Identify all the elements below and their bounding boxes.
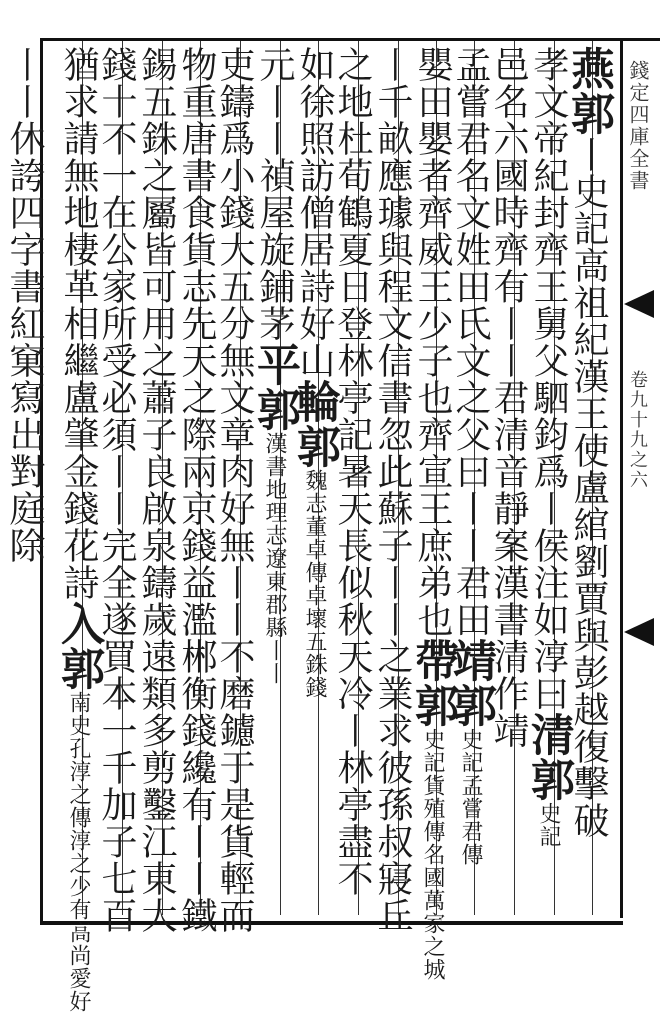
entry-note: 漢書地理志遼東郡縣丨丨 xyxy=(262,432,287,685)
entry-text: 邑名六國時齊有丨丨君清音靜案漢書清作靖 xyxy=(488,46,529,749)
entry-head: 靖郭 xyxy=(445,638,496,728)
entry-note: 魏志董卓傳卓壞五銖錢 xyxy=(302,469,327,699)
entry-text: 孟嘗君名文姓田氏文之父曰丨丨君田 xyxy=(450,46,491,638)
text-column-14 xyxy=(46,46,104,1013)
entry-text: 錫五銖之屬皆可用之蕭子良啟泉鑄歲遠類多剪鑿江東大 xyxy=(136,46,177,934)
entry-text: 嬰田嬰者齊威王少子也齊宣王庶弟也 xyxy=(412,46,453,638)
entry-head: 帶郭 xyxy=(407,638,458,728)
margin-chapter: 卷九十九之六 xyxy=(627,370,648,490)
entry-text: 猶求請無地棲革相繼盧肇金錢花詩 xyxy=(58,46,99,601)
entry-head: 清郭 xyxy=(523,712,574,802)
entry-note: 史記 xyxy=(536,802,561,848)
entry-text: 錢十不一在公家所受必須丨丨完全遂買本一千加子七百 xyxy=(96,46,137,934)
entry-text: 物重唐書食貨志先天之際兩京錢益濫郴衡錢纔有丨丨鐵 xyxy=(176,46,217,934)
fishtail-mark-upper xyxy=(624,290,654,318)
entry-head: 燕郭 xyxy=(563,46,614,136)
entry-text: 丨史記高祖紀漢王使盧綰劉賈與彭越復擊破 xyxy=(568,136,609,839)
entry-note: 南史孔淳之傳淳之少有高尚愛好 xyxy=(66,691,91,1013)
entry-head: 輪郭 xyxy=(289,379,340,469)
entry-text: 如徐照訪僧居詩好山 xyxy=(294,46,335,379)
entry-text: 元丨丨禎屋旋鋪茅 xyxy=(254,46,295,342)
entry-note: 史記貨殖傳名國萬家之城 xyxy=(420,728,445,981)
entry-text: 丨丨休誇四字書紅窠寫出對庭除 xyxy=(4,46,45,564)
text-column-15 xyxy=(4,46,45,910)
entry-text: 孝文帝紀封齊王舅父駟鈞爲丨侯注如淳曰 xyxy=(528,46,569,712)
entry-text: 之地杜荀鶴夏日登林亭記暑天長似秋天冷丨林亭盡不 xyxy=(332,46,373,897)
margin-title: 錢定四庫全書 xyxy=(626,60,650,192)
entry-note: 史記孟嘗君傳 xyxy=(458,728,483,866)
fishtail-mark-lower xyxy=(624,618,654,646)
entry-text: 丨千畝應璩與程文信書忽此蘇子丨丨之業求彼孫叔寢丘 xyxy=(372,46,413,934)
entry-text: 吏鑄爲小錢大五分無文章肉好無丨丨不磨鑢于是貨輕而 xyxy=(214,46,255,934)
entry-head: 平郭 xyxy=(249,342,300,432)
entry-head: 入郭 xyxy=(53,601,104,691)
